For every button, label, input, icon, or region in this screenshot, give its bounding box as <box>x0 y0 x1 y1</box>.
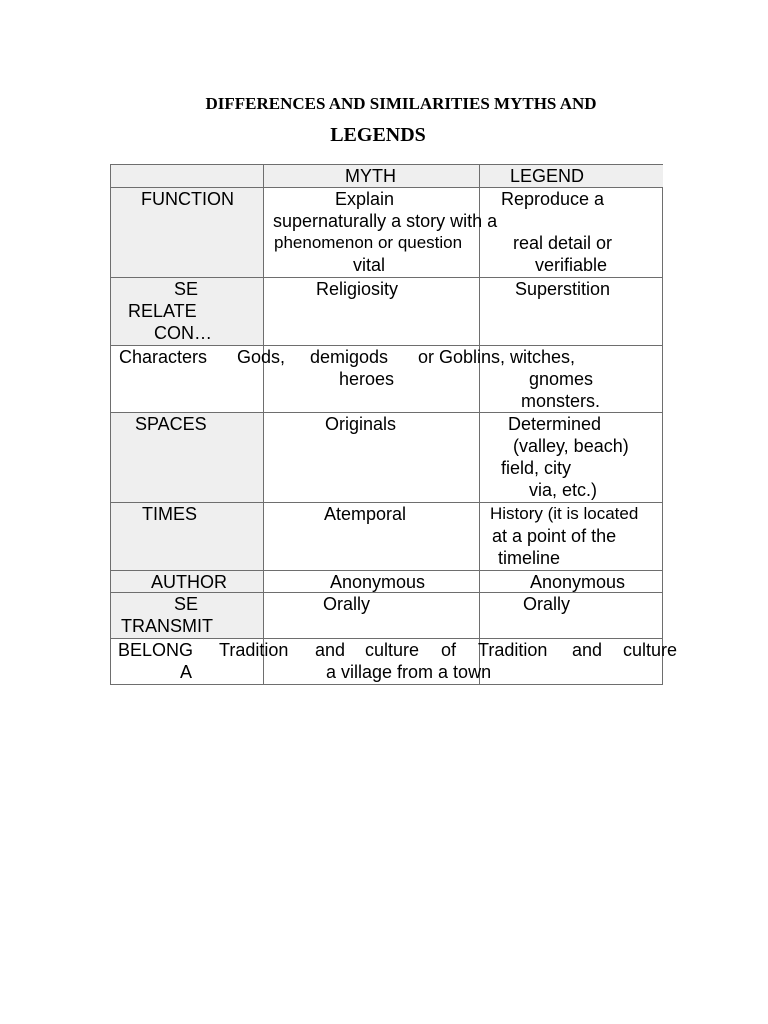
legend-cell: Superstition <box>480 278 663 346</box>
table-row-label: BELONG A <box>111 639 264 685</box>
header-legend-cell <box>480 165 663 188</box>
title-line-1: DIFFERENCES AND SIMILARITIES MYTHS AND <box>205 94 597 113</box>
myth-cell: Religiosity <box>264 278 480 346</box>
legend-cell: Reproduce a real detail or verifiable <box>480 188 663 278</box>
table-row-label: SPACES <box>111 413 264 503</box>
header-legend: LEGEND <box>510 166 585 186</box>
table-row-label: AUTHOR <box>111 571 264 593</box>
header-myth: MYTH <box>345 166 396 186</box>
header-empty-cell <box>111 165 264 188</box>
myth-cell: Gods, demigods or Goblins, witches, heroes <box>264 346 480 413</box>
legend-cell: Determined (valley, beach) field, city via, etc.) <box>480 413 663 503</box>
myth-cell: Anonymous <box>264 571 480 593</box>
legend-cell: Anonymous <box>480 571 663 593</box>
title-line-2: LEGENDS <box>330 124 426 146</box>
table-row-label: TIMES <box>111 503 264 571</box>
table-row-label: SE TRANSMIT <box>111 593 264 639</box>
myth-cell: Tradition and culture of a village from a town <box>264 639 480 685</box>
myth-cell: Explain supernaturally a story with a phenomenon or question vital <box>264 188 480 278</box>
myth-cell: Atemporal <box>264 503 480 571</box>
comparison-table <box>110 164 678 685</box>
myth-cell: Originals <box>264 413 480 503</box>
table-row-label: FUNCTION <box>111 188 264 278</box>
legend-cell: History (it is located at a point of the timeline <box>480 503 663 571</box>
table-row-label: SE RELATE CON… <box>111 278 264 346</box>
header-myth-cell <box>264 165 480 188</box>
legend-cell: Tradition and culture <box>478 640 678 660</box>
legend-cell: Orally <box>480 593 663 639</box>
table-row-label: Characters <box>111 346 264 413</box>
legend-cell: gnomes monsters. <box>480 346 663 413</box>
myth-cell: Orally <box>264 593 480 639</box>
